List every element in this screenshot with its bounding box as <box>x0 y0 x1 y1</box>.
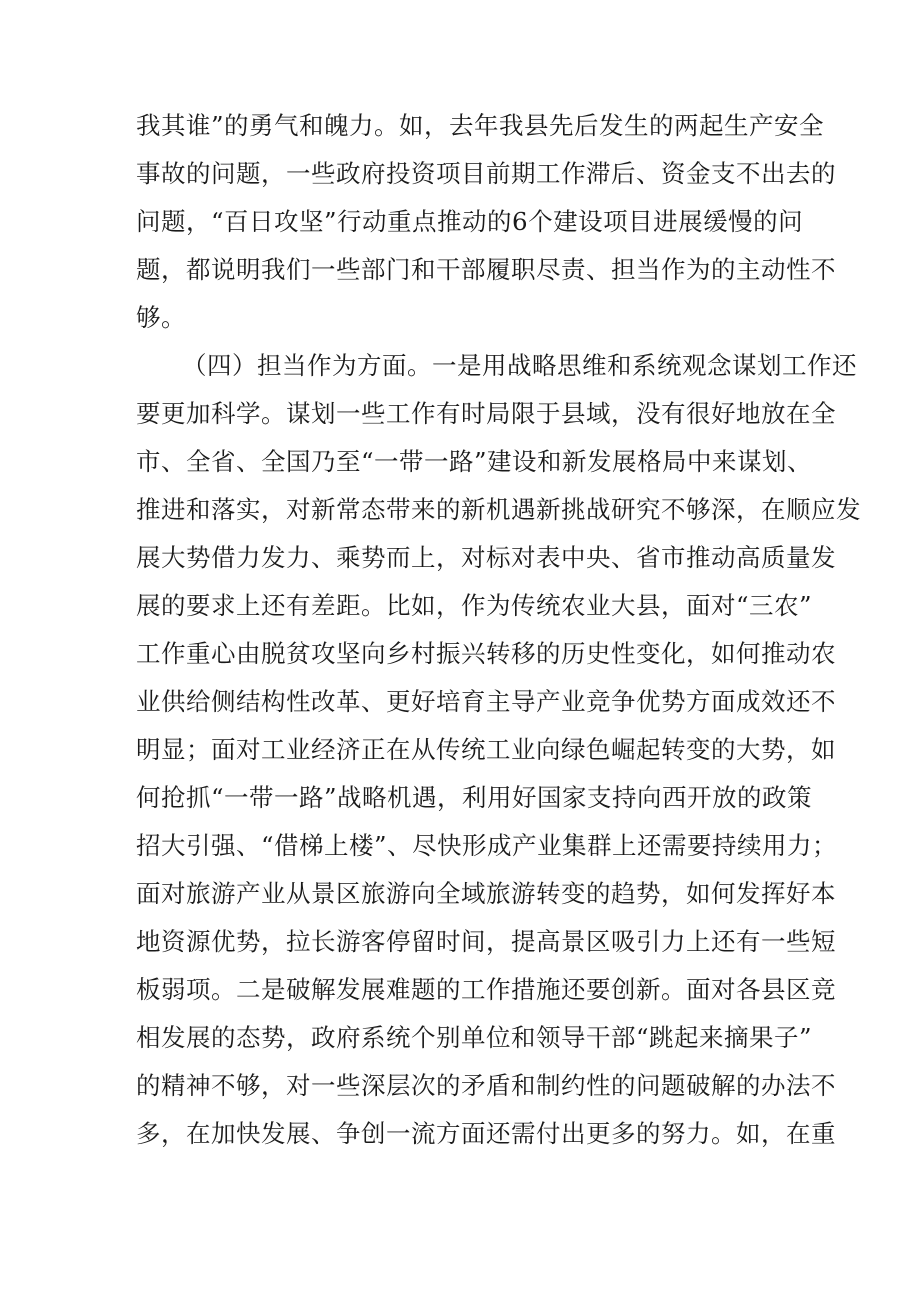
text-line: 相发展的态势，政府系统个别单位和领导干部“跳起来摘果子” <box>136 1023 813 1052</box>
text-line: 推进和落实，对新常态带来的新机遇新挑战研究不够深，在顺应发 <box>136 495 861 524</box>
text-line: 题，都说明我们一些部门和干部履职尽责、担当作为的主动性不 <box>136 255 836 284</box>
text-line: 地资源优势，拉长游客停留时间，提高景区吸引力上还有一些短 <box>136 927 836 956</box>
text-line: 展大势借力发力、乘势而上，对标对表中央、省市推动高质量发 <box>136 543 836 572</box>
text-line: 板弱项。二是破解发展难题的工作措施还要创新。面对各县区竞 <box>136 975 836 1004</box>
text-line: 招大引强、“借梯上楼”、尽快形成产业集群上还需要持续用力； <box>136 831 838 860</box>
text-line: 面对旅游产业从景区旅游向全域旅游转变的趋势，如何发挥好本 <box>136 879 836 908</box>
text-line: 问题，“百日攻坚”行动重点推动的6个建设项目进展缓慢的问 <box>136 207 804 236</box>
text-line: （四）担当作为方面。一是用战略思维和系统观念谋划工作还 <box>182 351 857 380</box>
text-line: 工作重心由脱贫攻坚向乡村振兴转移的历史性变化，如何推动农 <box>136 639 836 668</box>
text-line: 要更加科学。谋划一些工作有时局限于县域，没有很好地放在全 <box>136 399 836 428</box>
text-line: 展的要求上还有差距。比如，作为传统农业大县，面对“三农” <box>136 591 813 620</box>
text-line: 我其谁”的勇气和魄力。如，去年我县先后发生的两起生产安全 <box>136 111 825 140</box>
text-line: 够。 <box>136 303 186 332</box>
text-line: 明显；面对工业经济正在从传统工业向绿色崛起转变的大势，如 <box>136 735 836 764</box>
text-line: 的精神不够，对一些深层次的矛盾和制约性的问题破解的办法不 <box>136 1071 836 1100</box>
text-line: 业供给侧结构性改革、更好培育主导产业竞争优势方面成效还不 <box>136 687 836 716</box>
text-line: 事故的问题，一些政府投资项目前期工作滞后、资金支不出去的 <box>136 159 836 188</box>
text-line: 市、全省、全国乃至“一带一路”建设和新发展格局中来谋划、 <box>136 447 813 476</box>
text-line: 何抢抓“一带一路”战略机遇，利用好国家支持向西开放的政策 <box>136 783 813 812</box>
text-line: 多，在加快发展、争创一流方面还需付出更多的努力。如，在重 <box>136 1119 836 1148</box>
